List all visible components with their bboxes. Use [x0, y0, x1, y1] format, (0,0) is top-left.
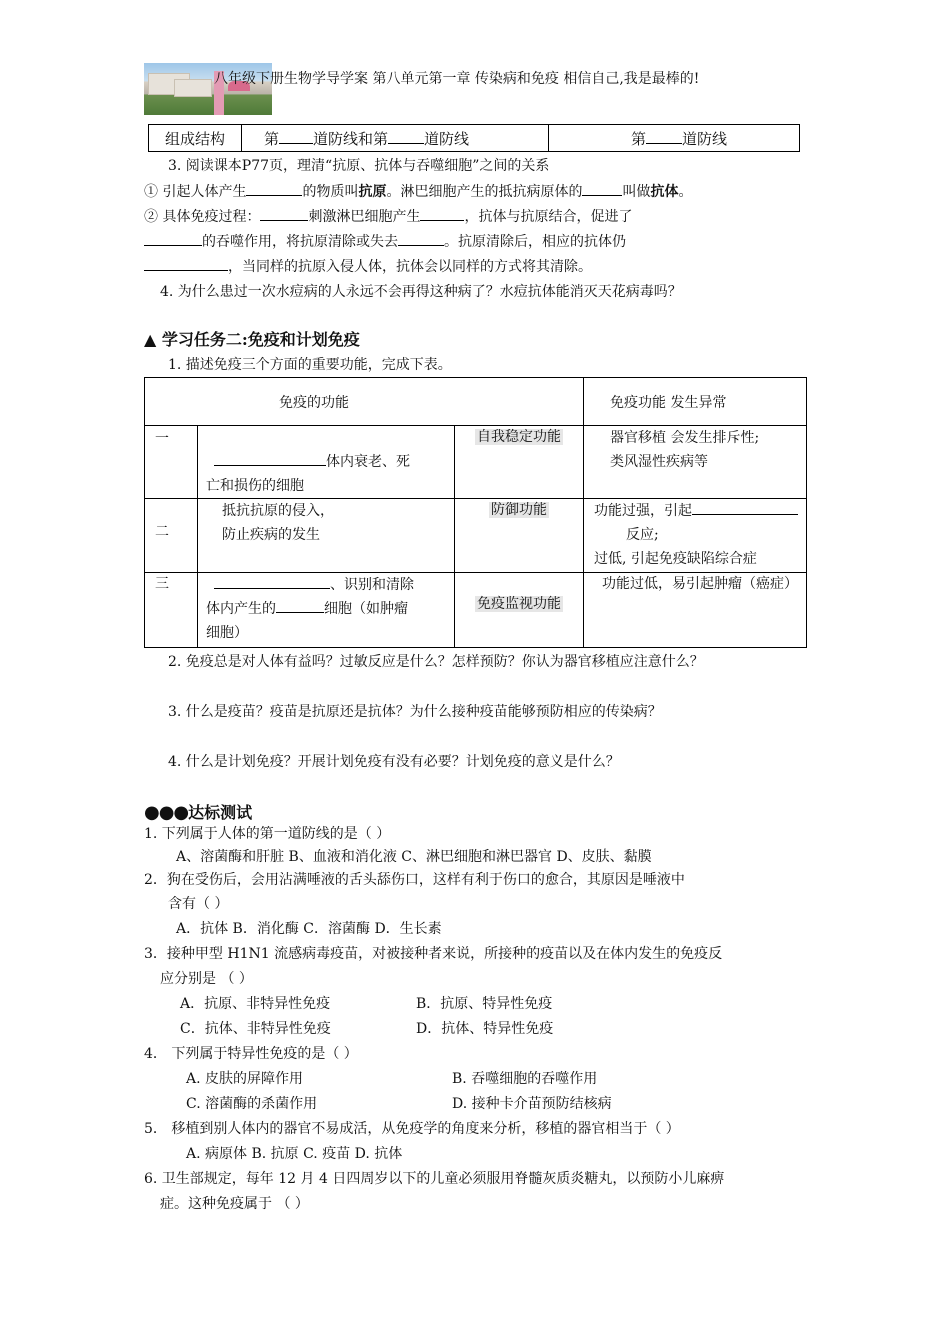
structure-cell-3: 第 道防线: [549, 125, 800, 152]
blank[interactable]: [582, 181, 622, 196]
task2-question-2: 2. 免疫总是对人体有益吗？过敏反应是什么？怎样预防？你认为器官移植应注意什么？: [168, 654, 704, 670]
row-description: 抵抗抗原的侵入， 防止疾病的发生: [198, 499, 455, 573]
row-abnormal: 功能过强，引起 反应; 过低, 引起免疫缺陷综合症: [584, 499, 807, 573]
immune-process-line-1: ② 具体免疫过程： 刺激淋巴细胞产生 ，抗体与抗原结合，促进了: [144, 206, 632, 227]
test-question-1-options: A、溶菌酶和肝脏 B、血液和消化液 C、淋巴细胞和淋巴器官 D、皮肤、黏膜: [176, 849, 652, 865]
test-question-4-option-a: A. 皮肤的屏障作用: [186, 1071, 304, 1087]
table-row: [145, 573, 807, 648]
table-row: [145, 499, 807, 573]
test-question-2-cont: 含有（ ）: [168, 896, 229, 912]
row-function: 自我稳定功能: [455, 426, 584, 499]
test-question-4-option-c: C. 溶菌酶的杀菌作用: [186, 1096, 318, 1112]
row-function: 免疫监视功能: [455, 573, 584, 648]
test-question-3-option-b: B．抗原、特异性免疫: [416, 996, 553, 1012]
immune-process-line-3: ，当同样的抗原入侵人体，抗体会以同样的方式将其清除。: [144, 256, 592, 277]
blank[interactable]: [398, 231, 444, 246]
question-4: 4. 为什么患过一次水痘病的人永远不会再得这种病了？水痘抗体能消灭天花病毒吗？: [160, 284, 682, 300]
blank[interactable]: [388, 129, 424, 144]
test-question-4: 4． 下列属于特异性免疫的是（ ）: [144, 1046, 358, 1062]
table-header-abnormal: 免疫功能 发生异常: [584, 378, 807, 426]
row-abnormal: 器官移植 会发生排斥性; 类风湿性疾病等: [584, 426, 807, 499]
section-heading-task2: ▲ 学习任务二:免疫和计划免疫: [144, 330, 360, 349]
row-abnormal: 功能过低，易引起肿瘤（癌症）: [584, 573, 807, 648]
test-question-3-option-a: A．抗原、非特异性免疫: [180, 996, 331, 1012]
blank[interactable]: [214, 451, 326, 466]
blank[interactable]: [246, 181, 302, 196]
immune-process-line-2: 的吞噬作用，将抗原清除或失去 。抗原清除后，相应的抗体仍: [144, 231, 626, 252]
task2-question-4: 4. 什么是计划免疫？开展计划免疫有没有必要？计划免疫的意义是什么？: [168, 754, 620, 770]
test-question-5: 5． 移植到别人体内的器官不易成活，从免疫学的角度来分析，移植的器官相当于（ ）: [144, 1121, 680, 1137]
task2-question-3: 3. 什么是疫苗？疫苗是抗原还是抗体？为什么接种疫苗能够预防相应的传染病？: [168, 704, 662, 720]
question-3: 3. 阅读课本P77页，理清“抗原、抗体与吞噬细胞”之间的关系: [168, 158, 550, 174]
blank[interactable]: [144, 256, 228, 271]
test-question-6-cont: 症。这种免疫属于 （ ）: [160, 1196, 309, 1212]
defense-structure-table: [148, 124, 800, 152]
test-question-5-options: A. 病原体 B. 抗原 C. 疫苗 D. 抗体: [186, 1146, 403, 1162]
immune-function-table: [144, 377, 807, 648]
blank[interactable]: [646, 129, 682, 144]
test-question-2: 2．狗在受伤后，会用沾满唾液的舌头舔伤口，这样有利于伤口的愈合，其原因是唾液中: [144, 872, 685, 888]
section-heading-test: ●●●达标测试: [144, 802, 253, 823]
page-header: 八年级下册生物学导学案 第八单元第一章 传染病和免疫 相信自己,我是最棒的!: [214, 71, 700, 87]
test-question-2-options: A．抗体 B．消化酶 C．溶菌酶 D．生长素: [176, 921, 442, 937]
test-question-4-option-d: D. 接种卡介苗预防结核病: [452, 1096, 612, 1112]
test-question-3-option-c: C．抗体、非特异性免疫: [180, 1021, 331, 1037]
table-header-function: 免疫的功能: [145, 378, 584, 426]
test-question-3-cont: 应分别是 （ ）: [160, 971, 253, 987]
test-question-3: 3．接种甲型 H1N1 流感病毒疫苗，对被接种者来说，所接种的疫苗以及在体内发生的免疫反: [144, 946, 723, 962]
row-number: 三: [145, 573, 198, 648]
test-question-3-option-d: D．抗体、特异性免疫: [416, 1021, 554, 1037]
blank[interactable]: [276, 598, 324, 613]
blank[interactable]: [279, 129, 313, 144]
row-number: 二: [145, 499, 198, 573]
blank[interactable]: [214, 574, 330, 589]
blank[interactable]: [692, 500, 798, 515]
test-question-1: 1. 下列属于人体的第一道防线的是（ ）: [144, 826, 391, 842]
test-question-6: 6. 卫生部规定，每年 12 月 4 日四周岁以下的儿童必须服用脊髓灰质炎糖丸，以预防小儿麻痹: [144, 1171, 725, 1187]
row-number: 一: [145, 426, 198, 499]
antigen-line: ① 引起人体产生 的物质叫抗原。淋巴细胞产生的抵抗病原体的 叫做抗体。: [144, 181, 692, 202]
structure-cell-1-2: 第 道防线和第 道防线: [242, 125, 549, 152]
row-function: 防御功能: [455, 499, 584, 573]
task2-question-1: 1. 描述免疫三个方面的重要功能，完成下表。: [168, 357, 452, 373]
bullet-dots: ●●●: [144, 802, 189, 823]
structure-label: 组成结构: [149, 125, 242, 152]
row-description: 、识别和清除 体内产生的 细胞（如肿瘤 细胞）: [198, 573, 455, 648]
blank[interactable]: [260, 206, 308, 221]
blank[interactable]: [420, 206, 464, 221]
test-question-4-option-b: B. 吞噬细胞的吞噬作用: [452, 1071, 598, 1087]
row-description: 体内衰老、死 亡和损伤的细胞: [198, 426, 455, 499]
table-row: [145, 426, 807, 499]
blank[interactable]: [144, 231, 202, 246]
